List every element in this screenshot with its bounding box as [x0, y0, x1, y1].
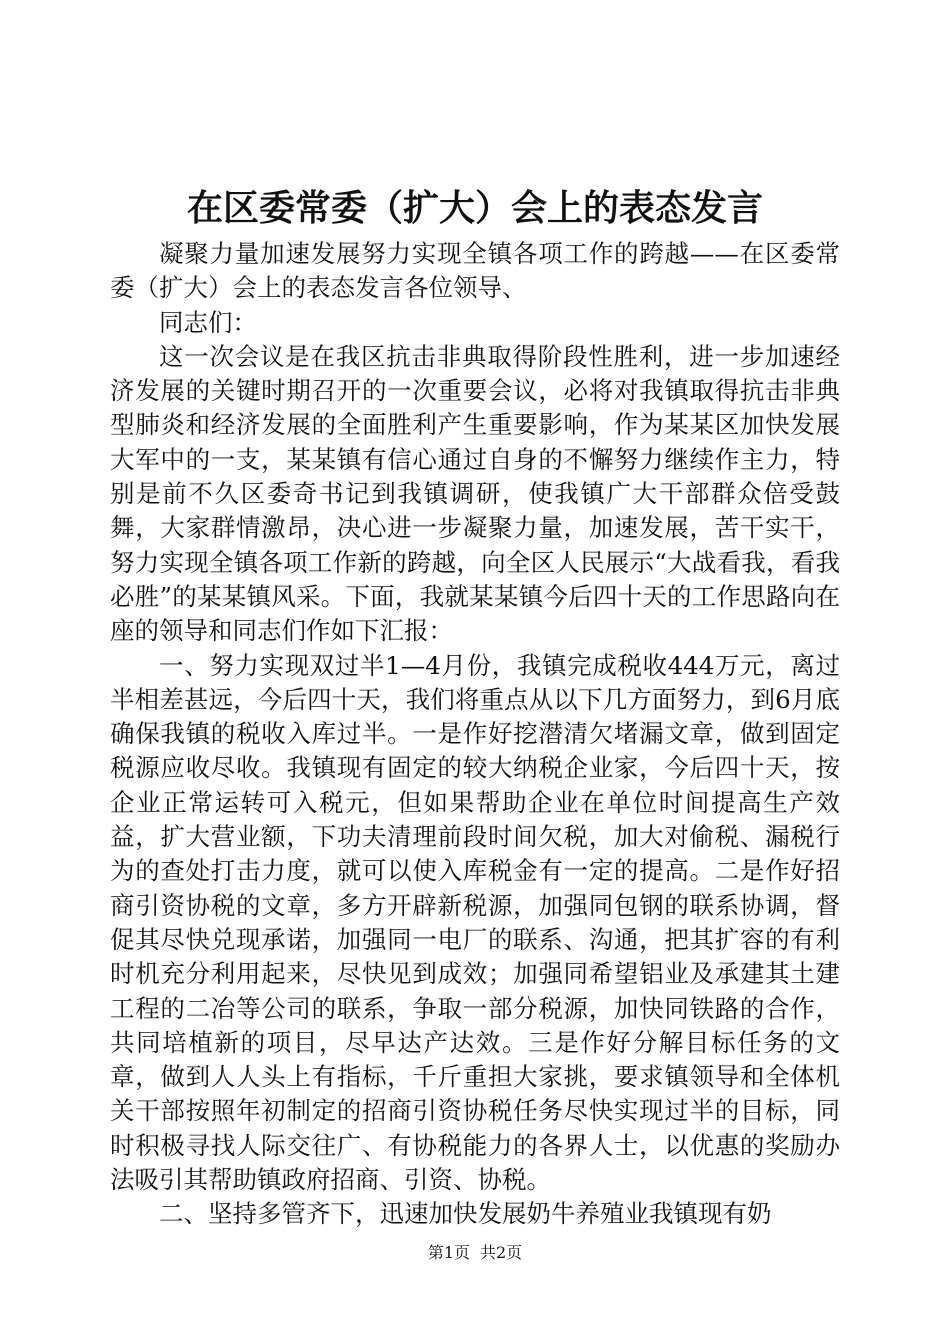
page-number-current: 第1页	[427, 1243, 470, 1262]
paragraph-salutation: 同志们：	[159, 307, 257, 337]
paragraph-intro: 凝聚力量加速发展努力实现全镇各项工作的跨越——在区委常委（扩大）会上的表态发言各位领导、	[110, 239, 840, 303]
page-footer	[0, 1242, 950, 1264]
paragraph-opening: 这一次会议是在我区抗击非典取得阶段性胜利，进一步加速经济发展的关键时期召开的一次重要会议，必将对我镇取得抗击非典型肺炎和经济发展的全面胜利产生重要影响，作为某某区加快发展大军中的一支，某某镇有信心通过自身的不懈努力继续作主力，特别是前不久区委奇书记到我镇调研，使我镇广大干部群众倍受鼓舞，大家群情激昂，决心进一步凝聚力量，加速发展，苦干实干，努力实现全镇各项工作新的跨越，向全区人民展示“大战看我，看我必胜”的某某镇风采。下面，我就某某镇今后四十天的工作思路向在座的领导和同志们作如下汇报：	[110, 341, 840, 646]
paragraph-section-one: 一、努力实现双过半1—4月份，我镇完成税收444万元，离过半相差甚远，今后四十天，我们将重点从以下几方面努力，到6月底确保我镇的税收入库过半。一是作好挖潜清欠堵漏文章，做到固定税源应收尽收。我镇现有固定的较大纳税企业家，今后四十天，按企业正常运转可入税元，但如果帮助企业在单位时间提高生产效益，扩大营业额，下功夫清理前段时间欠税，加大对偷税、漏税行为的查处打击力度，就可以使入库税金有一定的提高。二是作好招商引资协税的文章，多方开辟新税源，加强同包钢的联系协调，督促其尽快兑现承诺，加强同一电厂的联系、沟通，把其扩容的有利时机充分利用起来，尽快见到成效；加强同希望铝业及承建其土建工程的二冶等公司的联系，争取一部分税源，加快同铁路的合作，共同培植新的项目，尽早达产达效。三是作好分解目标任务的文章，做到人人头上有指标，千斤重担大家挑，要求镇领导和全体机关干部按照年初制定的招商引资协税任务尽快实现过半的目标，同时积极寻找人际交往广、有协税能力的各界人士，以优惠的奖励办法吸引其帮助镇政府招商、引资、协税。	[110, 650, 840, 1195]
document-body	[110, 237, 840, 1232]
document-title: 在区委常委（扩大）会上的表态发言	[186, 187, 763, 229]
page-number-total: 共2页	[480, 1243, 523, 1262]
paragraph-section-two: 二、坚持多管齐下，迅速加快发展奶牛养殖业我镇现有奶	[159, 1199, 772, 1229]
